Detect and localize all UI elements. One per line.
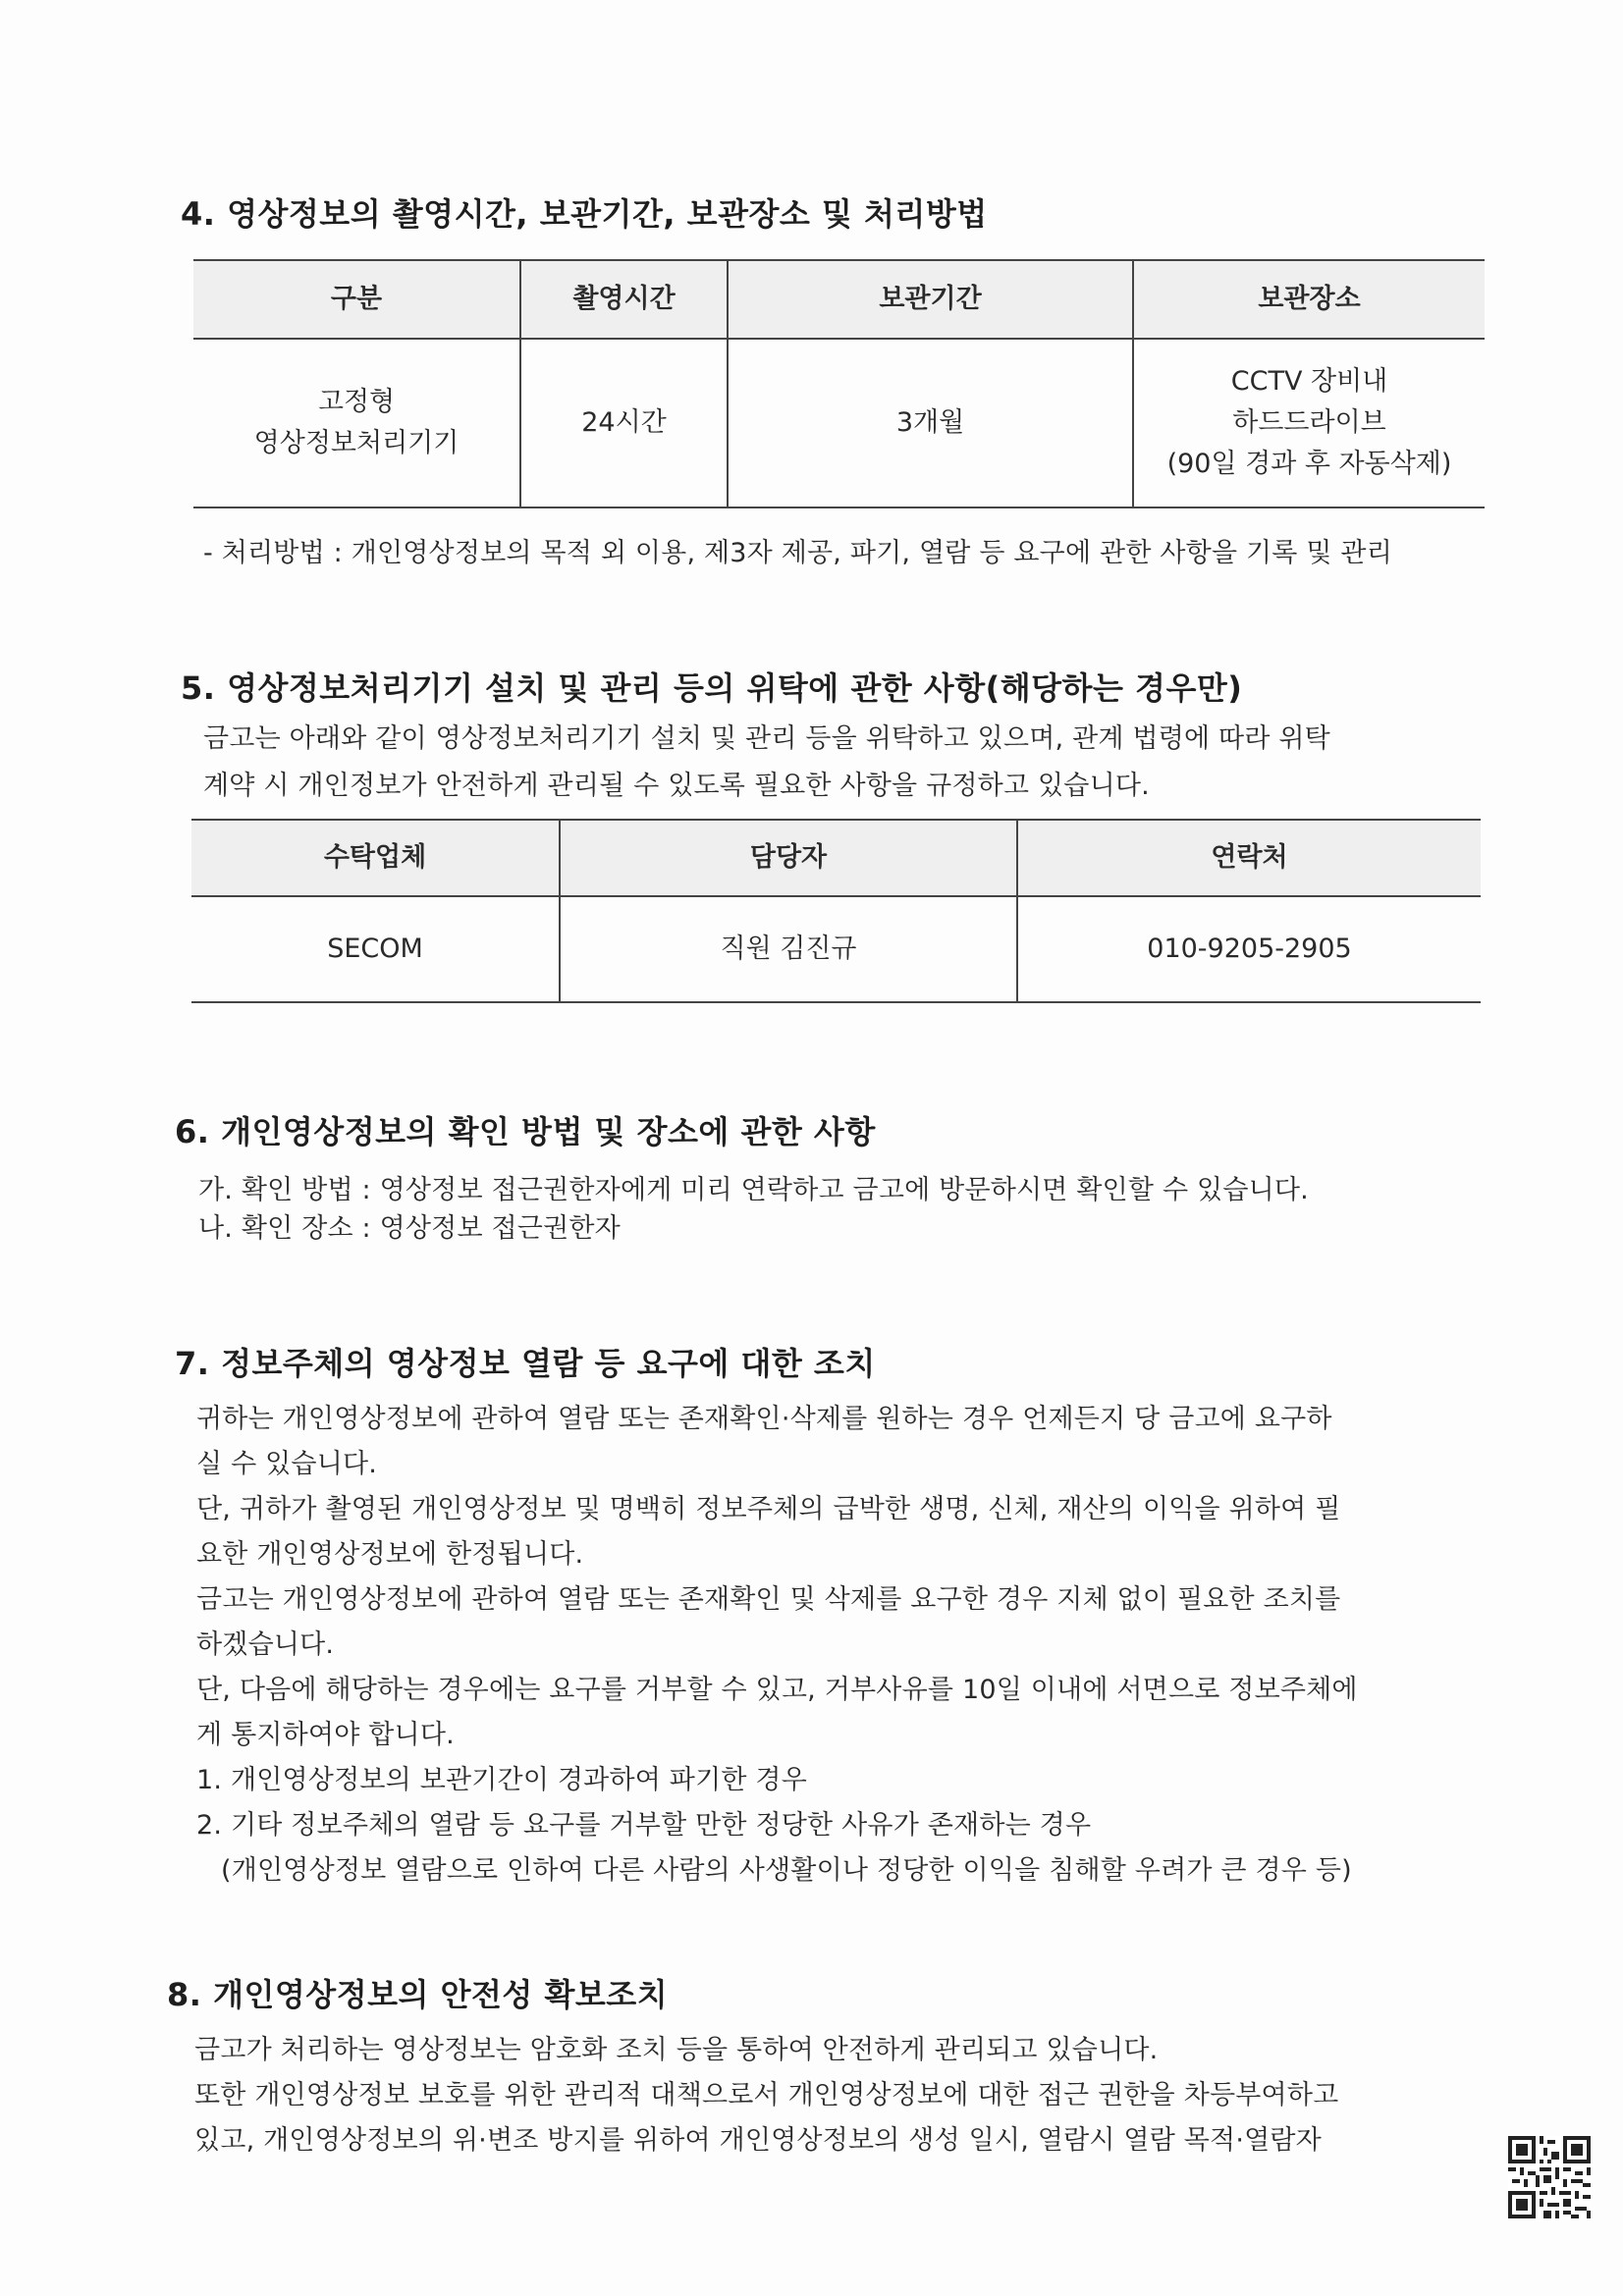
section-7-line: 하겠습니다. bbox=[196, 1629, 335, 1660]
location-line: 하드드라이브 bbox=[1232, 407, 1386, 438]
section-7-line: 귀하는 개인영상정보에 관하여 열람 또는 존재확인·삭제를 원하는 경우 언제든지 당 금고에 요구하 bbox=[196, 1404, 1332, 1434]
section-5-heading: 5. 영상정보처리기기 설치 및 관리 등의 위탁에 관한 사항(해당하는 경우만) bbox=[181, 669, 1243, 707]
header-location: 보관장소 bbox=[1133, 260, 1485, 339]
header-company: 수탁업체 bbox=[191, 820, 560, 896]
consignment-table bbox=[191, 819, 1481, 1003]
section-4-heading: 4. 영상정보의 촬영시간, 보관기간, 보관장소 및 처리방법 bbox=[181, 195, 988, 233]
section-7-line: 금고는 개인영상정보에 관하여 열람 또는 존재확인 및 삭제를 요구한 경우 지체 없이 필요한 조치를 bbox=[196, 1584, 1341, 1615]
table-row bbox=[193, 339, 1485, 507]
category-line: 고정형 bbox=[317, 387, 396, 417]
section-7-line: 요한 개인영상정보에 한정됩니다. bbox=[196, 1539, 584, 1570]
shooting-time-cell: 24시간 bbox=[520, 339, 728, 507]
section-7-line: 단, 다음에 해당하는 경우에는 요구를 거부할 수 있고, 거부사유를 10일 이내에 서면으로 정보주체에 bbox=[196, 1675, 1358, 1705]
section-7-list-item: 2. 기타 정보주체의 열람 등 요구를 거부할 만한 정당한 사유가 존재하는 경우 bbox=[196, 1810, 1092, 1841]
section-7-heading: 7. 정보주체의 영상정보 열람 등 요구에 대한 조치 bbox=[175, 1345, 876, 1382]
category-line: 영상정보처리기기 bbox=[253, 428, 460, 458]
section-7-list-item: 1. 개인영상정보의 보관기간이 경과하여 파기한 경우 bbox=[196, 1765, 807, 1795]
header-shooting-time: 촬영시간 bbox=[520, 260, 728, 339]
section-7-line: 게 통지하여야 합니다. bbox=[196, 1720, 455, 1750]
section-6-line: 나. 확인 장소 : 영상정보 접근권한자 bbox=[198, 1213, 621, 1244]
section-8-line: 금고가 처리하는 영상정보는 암호화 조치 등을 통하여 안전하게 관리되고 있습니다. bbox=[194, 2035, 1159, 2065]
header-category: 구분 bbox=[193, 260, 520, 339]
section-7-line: 실 수 있습니다. bbox=[196, 1449, 378, 1479]
location-cell bbox=[1133, 339, 1485, 507]
header-retention: 보관기간 bbox=[728, 260, 1133, 339]
location-line: (90일 경과 후 자동삭제) bbox=[1166, 449, 1452, 479]
table-row bbox=[191, 896, 1481, 1002]
section-8-heading: 8. 개인영상정보의 안전성 확보조치 bbox=[167, 1976, 669, 2013]
processing-method-note: - 처리방법 : 개인영상정보의 목적 외 이용, 제3자 제공, 파기, 열람 등 요구에 관한 사항을 기록 및 관리 bbox=[203, 538, 1392, 568]
location-line: CCTV 장비내 bbox=[1230, 366, 1388, 397]
header-contact: 연락처 bbox=[1017, 820, 1481, 896]
section-6-heading: 6. 개인영상정보의 확인 방법 및 장소에 관한 사항 bbox=[175, 1113, 876, 1150]
retention-table bbox=[193, 259, 1485, 508]
category-cell bbox=[193, 339, 520, 507]
section-6-line: 가. 확인 방법 : 영상정보 접근권한자에게 미리 연락하고 금고에 방문하시면 확인할 수 있습니다. bbox=[198, 1175, 1309, 1205]
contact-cell: 010-9205-2905 bbox=[1017, 896, 1481, 1002]
section-5-paragraph-line: 계약 시 개인정보가 안전하게 관리될 수 있도록 필요한 사항을 규정하고 있습니다. bbox=[203, 771, 1150, 801]
section-8-line: 있고, 개인영상정보의 위·변조 방지를 위하여 개인영상정보의 생성 일시, 열람시 열람 목적·열람자 bbox=[194, 2125, 1322, 2156]
manager-cell: 직원 김진규 bbox=[560, 896, 1017, 1002]
qr-code-icon bbox=[1508, 2136, 1591, 2218]
section-7-list-note: (개인영상정보 열람으로 인하여 다른 사람의 사생활이나 정당한 이익을 침해할 우려가 큰 경우 등) bbox=[221, 1855, 1352, 1886]
header-manager: 담당자 bbox=[560, 820, 1017, 896]
company-cell: SECOM bbox=[191, 896, 560, 1002]
retention-cell: 3개월 bbox=[728, 339, 1133, 507]
section-5-paragraph-line: 금고는 아래와 같이 영상정보처리기기 설치 및 관리 등을 위탁하고 있으며, 관계 법령에 따라 위탁 bbox=[203, 723, 1330, 754]
section-7-line: 단, 귀하가 촬영된 개인영상정보 및 명백히 정보주체의 급박한 생명, 신체, 재산의 이익을 위하여 필 bbox=[196, 1494, 1341, 1524]
section-8-line: 또한 개인영상정보 보호를 위한 관리적 대책으로서 개인영상정보에 대한 접근 권한을 차등부여하고 bbox=[194, 2080, 1339, 2110]
